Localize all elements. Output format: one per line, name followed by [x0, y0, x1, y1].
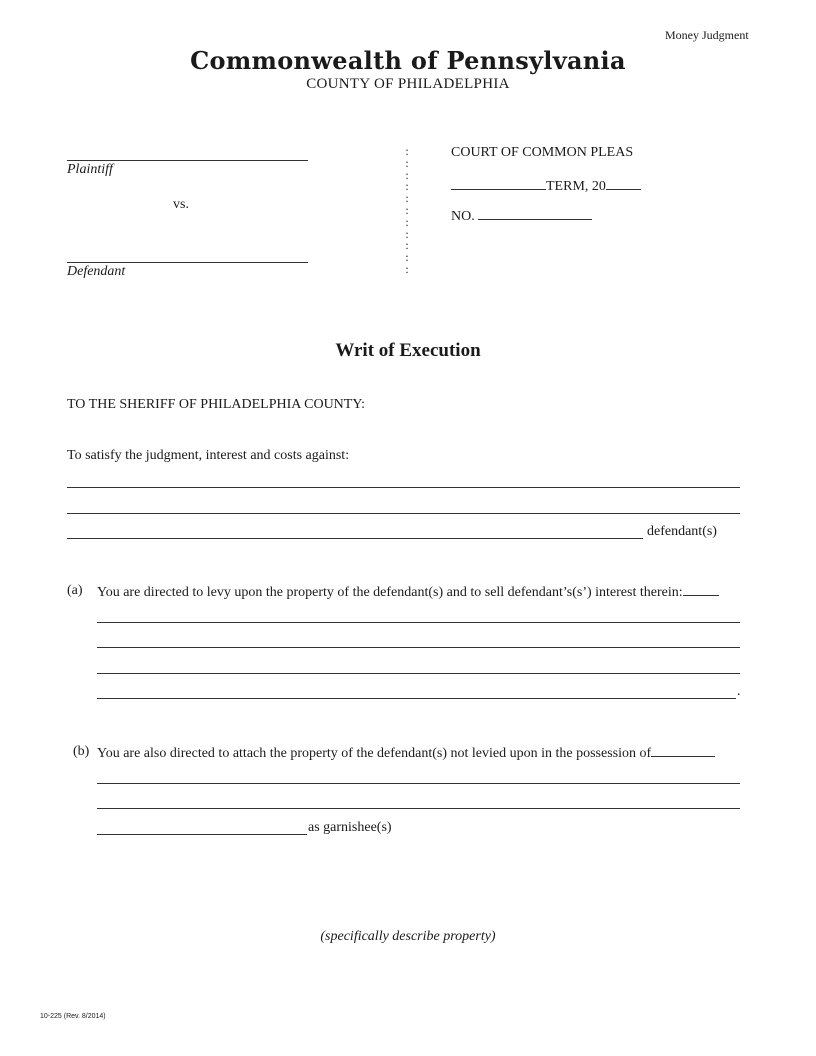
satisfy-instruction: To satisfy the judgment, interest and costs against: [67, 448, 350, 463]
term-year-field[interactable] [606, 177, 641, 190]
form-code: 10-225 (Rev. 8/2014) [40, 1013, 106, 1020]
section-a-line-1[interactable] [97, 622, 740, 623]
plaintiff-name-line[interactable] [67, 160, 308, 161]
section-a-text: You are directed to levy upon the property of the defendant(s) and to sell defendant’s(s’) interest therein: [97, 585, 683, 600]
case-number-line [451, 207, 751, 225]
section-b-text: You are also directed to attach the property of the defendant(s) not levied upon in the possession of [97, 746, 652, 761]
case-number-label: NO. [451, 209, 475, 224]
defendants-suffix: defendant(s) [647, 524, 717, 539]
defendant-line-3[interactable] [67, 538, 643, 539]
defendant-line-2[interactable] [67, 513, 740, 514]
form-type-label: Money Judgment [665, 28, 749, 42]
section-b-marker: (b) [73, 744, 90, 759]
defendant-line-1[interactable] [67, 487, 740, 488]
document-title: Writ of Execution [335, 340, 481, 361]
section-b-text-row [97, 744, 740, 762]
versus-label: vs. [173, 197, 189, 212]
garnishee-suffix: as garnishee(s) [308, 820, 392, 835]
section-b-inline-field[interactable] [651, 744, 715, 757]
section-a-line-3[interactable] [97, 673, 740, 674]
section-a-period: . [737, 684, 741, 699]
caption-divider: : : : : : : : : : : : [405, 144, 409, 276]
section-a-text-row [97, 583, 740, 601]
term-line [451, 177, 751, 195]
describe-property-note: (specifically describe property) [320, 929, 496, 944]
defendant-label: Defendant [67, 264, 126, 279]
section-b-line-1[interactable] [97, 783, 740, 784]
section-b-line-2[interactable] [97, 808, 740, 809]
term-field[interactable] [451, 177, 546, 190]
section-a-line-2[interactable] [97, 647, 740, 648]
term-label: TERM, 20 [546, 179, 606, 194]
court-name: COURT OF COMMON PLEAS [451, 145, 634, 160]
commonwealth-heading: Commonwealth of Pennsylvania [190, 46, 626, 75]
section-a-marker: (a) [67, 583, 83, 598]
plaintiff-label: Plaintiff [67, 162, 113, 177]
garnishee-name-line[interactable] [97, 834, 307, 835]
caption-parties [67, 145, 312, 285]
case-number-field[interactable] [478, 207, 592, 220]
addressee: TO THE SHERIFF OF PHILADELPHIA COUNTY: [67, 397, 366, 412]
section-a-line-4[interactable] [97, 698, 736, 699]
county-heading: COUNTY OF PHILADELPHIA [306, 76, 510, 92]
defendant-name-line[interactable] [67, 262, 308, 263]
section-a-inline-field[interactable] [683, 583, 719, 596]
caption-court-info [451, 145, 751, 225]
